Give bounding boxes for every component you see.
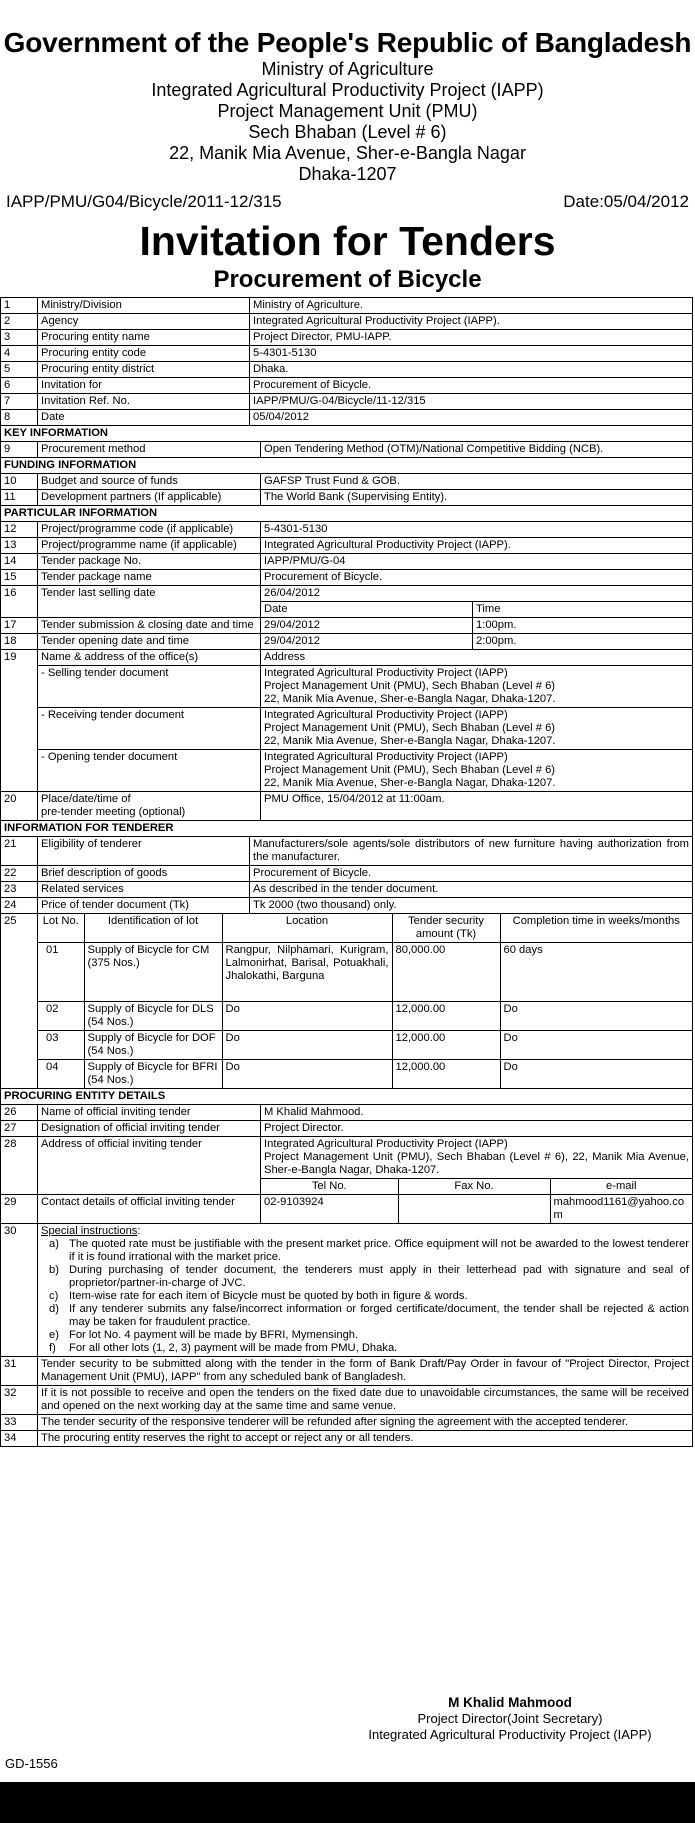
row-value: 05/04/2012	[250, 410, 693, 426]
row-value: Project Director, PMU-IAPP.	[250, 330, 693, 346]
contact-header-table	[261, 1179, 692, 1194]
list-item	[41, 1303, 689, 1329]
address-line: Project Management Unit (PMU), Sech Bhaban (Level # 6)	[264, 764, 556, 776]
address-line: Project Management Unit (PMU), Sech Bhaban (Level # 6)	[264, 680, 556, 692]
notice-title: Invitation for Tenders	[139, 218, 556, 264]
date-column-head: Date	[261, 602, 473, 618]
row-value: Tk 2000 (two thousand) only.	[250, 898, 693, 914]
row-number: 2	[1, 314, 38, 330]
lot-location: Do	[222, 1002, 392, 1031]
row-number: 24	[1, 898, 38, 914]
reference-number: IAPP/PMU/G04/Bicycle/2011-12/315	[6, 192, 282, 211]
special-instructions: Special instructions: a) The quoted rate must be justifiable with the present market price. Office equipment will not be awarded to the lowest tenderer if it is found irrational with the market price. b) During purchasing of tender document, the tenderers must apply in their letterhead pad with signature and seal of proprietor/partner-in-charge of JVC. c) Item-wise rate for each item of Bicycle must be quoted by both in figure & words. d) If any tenderer submits any false/incorrect information or forged certificate/document, the tender shall be rejected & action may be taken for fraudulent practice. e) For lot No. 4 payment will be made by BFRI, Mymensingh. f) For all other lots (1, 2, 3) payment will be made from PMU, Dhaka.	[38, 1224, 693, 1357]
table-row	[1, 346, 693, 362]
row-number: 11	[1, 490, 38, 506]
lot-number: 03	[38, 1031, 84, 1060]
table-row	[1, 1121, 693, 1137]
row-value: 5-4301-5130	[250, 346, 693, 362]
row-label: Budget and source of funds	[38, 474, 261, 490]
lot-completion-time: 60 days	[500, 943, 692, 1002]
lot-header: Completion time in weeks/months	[500, 914, 692, 943]
lot-security: 12,000.00	[392, 1031, 500, 1060]
row-value	[261, 1137, 693, 1179]
notice-subtitle: Procurement of Bicycle	[213, 266, 482, 293]
list-item	[41, 1238, 689, 1264]
lot-header-row	[38, 914, 692, 943]
list-item	[41, 1290, 689, 1303]
notice-header	[0, 0, 695, 185]
row-value: Procurement of Bicycle.	[261, 570, 693, 586]
reference-row	[0, 185, 695, 212]
table-row	[1, 298, 693, 314]
table-row	[1, 634, 693, 650]
row-number: 7	[1, 394, 38, 410]
lot-header: Location	[222, 914, 392, 943]
building-name: Sech Bhaban (Level # 6)	[248, 122, 447, 142]
fax-column-head: Fax No.	[398, 1179, 550, 1194]
city-address: Dhaka-1207	[298, 164, 397, 184]
row-number: 23	[1, 882, 38, 898]
row-number: 25	[1, 914, 38, 1089]
row-label: Tender package No.	[38, 554, 261, 570]
row-number: 17	[1, 618, 38, 634]
item-marker: d)	[49, 1303, 59, 1315]
section-heading-funding	[1, 458, 693, 474]
row-label: Tender package name	[38, 570, 261, 586]
label-line: Place/date/time of	[41, 793, 131, 805]
lot-header: Tender security amount (Tk)	[392, 914, 500, 943]
signatory-title: Project Director(Joint Secretary)	[417, 1711, 603, 1726]
table-row	[1, 1357, 693, 1386]
row-label: Name of official inviting tender	[38, 1105, 261, 1121]
row-label: Invitation for	[38, 378, 250, 394]
lot-location: Do	[222, 1031, 392, 1060]
row-label: Date	[38, 410, 250, 426]
table-row	[1, 650, 693, 666]
row-number: 18	[1, 634, 38, 650]
list-item	[41, 1329, 689, 1342]
row-number: 9	[1, 442, 38, 458]
table-row	[1, 378, 693, 394]
address-line: 22, Manik Mia Avenue, Sher-e-Bangla Nagar, Dhaka-1207.	[264, 777, 556, 789]
row-value: 26/04/2012	[261, 586, 693, 602]
row-number: 15	[1, 570, 38, 586]
row-number: 29	[1, 1195, 38, 1224]
lot-number: 02	[38, 1002, 84, 1031]
section-heading-key	[1, 426, 693, 442]
row-number: 31	[1, 1357, 38, 1386]
lot-completion-time: Do	[500, 1031, 692, 1060]
table-row	[1, 522, 693, 538]
row-number: 20	[1, 792, 38, 821]
row-number: 28	[1, 1137, 38, 1195]
table-row	[1, 866, 693, 882]
row-number: 8	[1, 410, 38, 426]
lot-table-row	[1, 914, 693, 1089]
row-label: Invitation Ref. No.	[38, 394, 250, 410]
address-line: 22, Manik Mia Avenue, Sher-e-Bangla Nagar, Dhaka-1207.	[264, 735, 556, 747]
row-number: 4	[1, 346, 38, 362]
row-value: Procurement of Bicycle.	[250, 378, 693, 394]
table-row	[1, 750, 693, 792]
lot-identification: Supply of Bicycle for DOF (54 Nos.)	[84, 1031, 222, 1060]
table-row	[1, 792, 693, 821]
instructions-list	[41, 1238, 689, 1355]
row-label: Project/programme name (if applicable)	[38, 538, 261, 554]
row-value: Integrated Agricultural Productivity Project (IAPP).	[261, 538, 693, 554]
row-number: 33	[1, 1415, 38, 1431]
lot-location: Rangpur, Nilphamari, Kurigram, Lalmonirhat, Barisal, Potuakhali, Jhalokathi, Barguna	[222, 943, 392, 1002]
table-row	[1, 554, 693, 570]
contact-header-cell	[261, 1179, 693, 1195]
item-text: For all other lots (1, 2, 3) payment will be made from PMU, Dhaka.	[69, 1342, 398, 1354]
table-row	[1, 837, 693, 866]
row-text: The procuring entity reserves the right to accept or reject any or all tenders.	[38, 1431, 693, 1447]
item-marker: f)	[49, 1342, 56, 1354]
bottom-black-bar	[0, 1782, 695, 1823]
row-number: 12	[1, 522, 38, 538]
row-number: 16	[1, 586, 38, 618]
row-number: 32	[1, 1386, 38, 1415]
section-heading: PARTICULAR INFORMATION	[1, 506, 693, 522]
lot-location: Do	[222, 1060, 392, 1089]
row-value: Address	[261, 650, 693, 666]
row-value: 5-4301-5130	[261, 522, 693, 538]
office-address	[261, 666, 693, 708]
row-label: Procuring entity name	[38, 330, 250, 346]
row-label: Related services	[38, 882, 250, 898]
row-label: Procurement method	[38, 442, 261, 458]
address-line: Integrated Agricultural Productivity Project (IAPP)	[264, 1138, 508, 1150]
item-marker: e)	[49, 1329, 59, 1341]
office-label: - Selling tender document	[38, 666, 261, 708]
row-value: Integrated Agricultural Productivity Project (IAPP).	[250, 314, 693, 330]
section-heading-tenderer	[1, 821, 693, 837]
row-label: Ministry/Division	[38, 298, 250, 314]
row-label: Brief description of goods	[38, 866, 250, 882]
special-instructions-heading: Special instructions	[41, 1225, 138, 1237]
table-row	[1, 314, 693, 330]
lot-identification: Supply of Bicycle for CM (375 Nos.)	[84, 943, 222, 1002]
row-label: Name & address of the office(s)	[38, 650, 261, 666]
table-row	[1, 1224, 693, 1357]
row-value: Ministry of Agriculture.	[250, 298, 693, 314]
table-row	[1, 898, 693, 914]
lot-number: 04	[38, 1060, 84, 1089]
table-row	[1, 708, 693, 750]
row-number: 22	[1, 866, 38, 882]
row-label	[38, 792, 261, 821]
table-row	[1, 490, 693, 506]
item-text: For lot No. 4 payment will be made by BFRI, Mymensingh.	[69, 1329, 359, 1341]
table-row	[1, 1386, 693, 1415]
row-label: Designation of official inviting tender	[38, 1121, 261, 1137]
address-line: 22, Manik Mia Avenue, Sher-e-Bangla Nagar, Dhaka-1207.	[264, 693, 556, 705]
office-address	[261, 708, 693, 750]
address-line: Project Management Unit (PMU), Sech Bhaban (Level # 6)	[264, 722, 556, 734]
time-column-head: Time	[473, 602, 693, 618]
row-value: GAFSP Trust Fund & GOB.	[261, 474, 693, 490]
lot-security: 12,000.00	[392, 1060, 500, 1089]
lot-header: Identification of lot	[84, 914, 222, 943]
table-row	[1, 1415, 693, 1431]
row-label: Development partners (If applicable)	[38, 490, 261, 506]
row-text: The tender security of the responsive tenderer will be refunded after signing the agreement with the accepted tenderer.	[38, 1415, 693, 1431]
lot-identification: Supply of Bicycle for DLS (54 Nos.)	[84, 1002, 222, 1031]
section-heading: PROCURING ENTITY DETAILS	[1, 1089, 693, 1105]
lot-row	[38, 943, 692, 1002]
row-text: Tender security to be submitted along with the tender in the form of Bank Draft/Pay Order in favour of "Project Director, Project Management Unit (PMU), IAPP" from any scheduled bank of Bangladesh.	[38, 1357, 693, 1386]
section-heading: KEY INFORMATION	[1, 426, 693, 442]
email-address: mahmood1161@yahoo.com	[553, 1196, 685, 1221]
email-column-head: e-mail	[606, 1180, 637, 1192]
table-row	[1, 1137, 693, 1179]
list-item	[41, 1342, 689, 1355]
address-line: Integrated Agricultural Productivity Project (IAPP)	[264, 709, 508, 721]
row-label: Tender last selling date	[38, 586, 261, 618]
footer-code: GD-1556	[5, 1756, 58, 1771]
row-value: Open Tendering Method (OTM)/National Competitive Bidding (NCB).	[261, 442, 693, 458]
row-value: Procurement of Bicycle.	[250, 866, 693, 882]
address-line: Integrated Agricultural Productivity Project (IAPP)	[264, 667, 508, 679]
notice-date: Date:05/04/2012	[563, 192, 689, 211]
row-number: 6	[1, 378, 38, 394]
row-number: 3	[1, 330, 38, 346]
table-row	[1, 882, 693, 898]
project-name: Integrated Agricultural Productivity Project (IAPP)	[151, 80, 544, 100]
item-marker: b)	[49, 1264, 59, 1276]
list-item	[41, 1264, 689, 1290]
section-heading: INFORMATION FOR TENDERER	[1, 821, 693, 837]
tender-details-table	[0, 297, 693, 1447]
table-row	[1, 666, 693, 708]
row-value: The World Bank (Supervising Entity).	[261, 490, 693, 506]
row-number: 1	[1, 298, 38, 314]
lot-table	[38, 914, 692, 1088]
row-label: Price of tender document (Tk)	[38, 898, 250, 914]
row-label: Tender submission & closing date and time	[38, 618, 261, 634]
row-value: IAPP/PMU/G-04	[261, 554, 693, 570]
section-heading-particular	[1, 506, 693, 522]
item-marker: a)	[49, 1238, 59, 1250]
opening-time: 2:00pm.	[473, 634, 693, 650]
row-value: PMU Office, 15/04/2012 at 11:00am.	[261, 792, 693, 821]
lot-number: 01	[38, 943, 84, 1002]
row-number: 21	[1, 837, 38, 866]
table-row	[1, 538, 693, 554]
address-line: Project Management Unit (PMU), Sech Bhaban (Level # 6), 22, Manik Mia Avenue, Sher-e-Bangla Nagar, Dhaka-1207.	[264, 1151, 689, 1176]
table-row	[1, 1105, 693, 1121]
lot-table-cell	[38, 914, 693, 1089]
lot-row	[38, 1002, 692, 1031]
row-label: Eligibility of tenderer	[38, 837, 250, 866]
closing-date: 29/04/2012	[261, 618, 473, 634]
table-row	[1, 394, 693, 410]
table-row	[1, 1431, 693, 1447]
row-number: 5	[1, 362, 38, 378]
row-label: Project/programme code (if applicable)	[38, 522, 261, 538]
row-value: IAPP/PMU/G-04/Bicycle/11-12/315	[250, 394, 693, 410]
row-number: 30	[1, 1224, 38, 1357]
table-row	[1, 474, 693, 490]
unit-name: Project Management Unit (PMU)	[217, 101, 478, 121]
office-address	[261, 750, 693, 792]
lot-row	[38, 1060, 692, 1089]
table-row	[1, 362, 693, 378]
row-label: Agency	[38, 314, 250, 330]
government-title: Government of the People's Republic of Bangladesh	[3, 27, 692, 58]
row-text: If it is not possible to receive and open the tenders on the fixed date due to unavoidable circumstances, the same will be received and opened on the next working day at the same time and same venue.	[38, 1386, 693, 1415]
row-label: Address of official inviting tender	[38, 1137, 261, 1195]
table-row	[1, 570, 693, 586]
table-row	[1, 442, 693, 458]
street-address: 22, Manik Mia Avenue, Sher-e-Bangla Nagar	[169, 143, 526, 163]
item-text: The quoted rate must be justifiable with the present market price. Office equipment will not be awarded to the lowest tenderer if it is found irrational with the market price.	[69, 1238, 689, 1263]
address-line: Integrated Agricultural Productivity Project (IAPP)	[264, 751, 508, 763]
row-number: 27	[1, 1121, 38, 1137]
item-text: If any tenderer submits any false/incorrect information or forged certificate/document, the tender shall be rejected & action may be taken for fraudulent practice.	[69, 1303, 689, 1328]
contact-values-table	[261, 1195, 692, 1223]
row-number: 14	[1, 554, 38, 570]
lot-row	[38, 1031, 692, 1060]
item-text: During purchasing of tender document, the tenderers must apply in their letterhead pad with signature and seal of proprietor/partner-in-charge of JVC.	[69, 1264, 689, 1289]
label-line: pre-tender meeting (optional)	[41, 806, 186, 818]
table-row	[1, 618, 693, 634]
item-text: Item-wise rate for each item of Bicycle must be quoted by both in figure & words.	[69, 1290, 468, 1302]
row-value: Dhaka.	[250, 362, 693, 378]
lot-identification: Supply of Bicycle for BFRI (54 Nos.)	[84, 1060, 222, 1089]
table-row	[1, 586, 693, 602]
table-row	[1, 1195, 693, 1224]
row-number: 34	[1, 1431, 38, 1447]
table-row	[1, 330, 693, 346]
row-number: 10	[1, 474, 38, 490]
row-value: Manufacturers/sole agents/sole distributors of new furniture having authorization from the manufacturer.	[250, 837, 693, 866]
office-label: - Receiving tender document	[38, 708, 261, 750]
row-number: 19	[1, 650, 38, 792]
row-label: Tender opening date and time	[38, 634, 261, 650]
lot-security: 12,000.00	[392, 1002, 500, 1031]
row-label: Procuring entity district	[38, 362, 250, 378]
contact-values-cell	[261, 1195, 693, 1224]
row-label: Contact details of official inviting tender	[38, 1195, 261, 1224]
row-value: M Khalid Mahmood.	[261, 1105, 693, 1121]
signatory-name: M Khalid Mahmood	[448, 1695, 572, 1710]
closing-time: 1:00pm.	[473, 618, 693, 634]
row-label: Procuring entity code	[38, 346, 250, 362]
opening-date: 29/04/2012	[261, 634, 473, 650]
row-value: Project Director.	[261, 1121, 693, 1137]
row-value: As described in the tender document.	[250, 882, 693, 898]
table-row	[1, 410, 693, 426]
tel-number: 02-9103924	[261, 1195, 398, 1223]
office-label: - Opening tender document	[38, 750, 261, 792]
signatory-organization: Integrated Agricultural Productivity Project (IAPP)	[368, 1727, 652, 1742]
signature-block	[335, 1695, 685, 1743]
lot-security: 80,000.00	[392, 943, 500, 1002]
item-marker: c)	[49, 1290, 59, 1302]
ministry-name: Ministry of Agriculture	[261, 59, 434, 79]
row-number: 13	[1, 538, 38, 554]
fax-number	[398, 1195, 550, 1223]
lot-header: Lot No.	[38, 914, 84, 943]
section-heading: FUNDING INFORMATION	[1, 458, 693, 474]
lot-completion-time: Do	[500, 1060, 692, 1089]
row-number: 26	[1, 1105, 38, 1121]
section-heading-entity	[1, 1089, 693, 1105]
lot-completion-time: Do	[500, 1002, 692, 1031]
tel-column-head: Tel No.	[261, 1179, 398, 1194]
